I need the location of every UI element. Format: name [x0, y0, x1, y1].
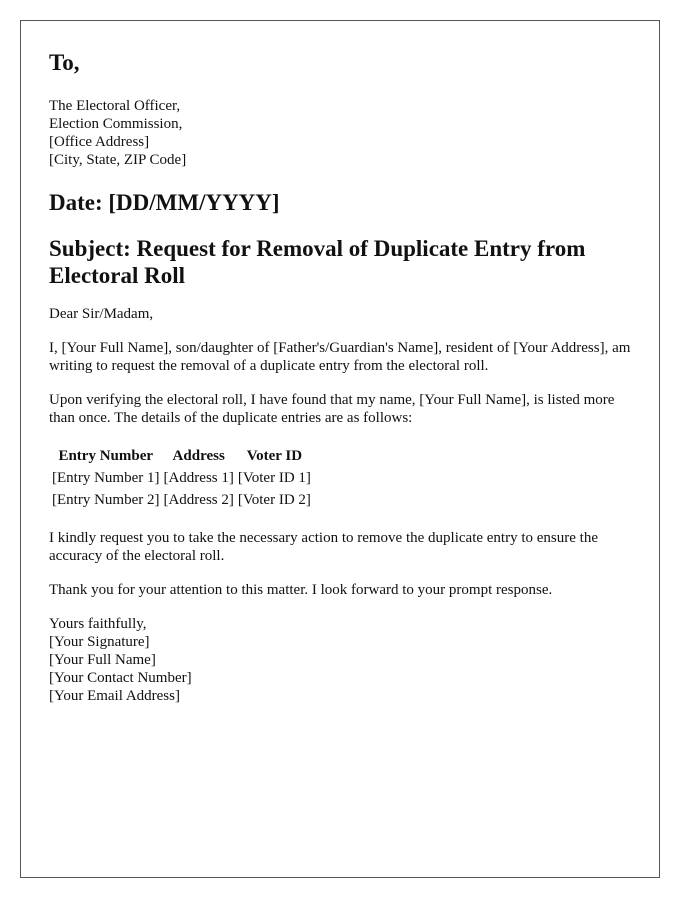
column-header: Voter ID	[246, 448, 303, 464]
date-heading: Date: [DD/MM/YYYY]	[49, 190, 280, 215]
column-header: Address	[172, 448, 225, 464]
recipient-address	[49, 97, 631, 169]
signature-placeholder: [Your Signature]	[49, 634, 150, 650]
table-cell: [Voter ID 2]	[237, 492, 311, 508]
recipient-line: Election Commission,	[49, 116, 183, 132]
table-row	[51, 491, 312, 509]
closing-block	[49, 615, 631, 705]
table-cell: [Address 1]	[163, 470, 234, 486]
table-header-row	[51, 447, 312, 465]
body-paragraph: Thank you for your attention to this matter. I look forward to your prompt response.	[49, 582, 553, 598]
closing-line: [Your Full Name]	[49, 652, 156, 668]
recipient-line: [Office Address]	[49, 134, 150, 150]
body-paragraph: I, [Your Full Name], son/daughter of [Father's/Guardian's Name], resident of [Your Address], am writing to request the removal of a duplicate entry from the electoral roll.	[49, 340, 631, 374]
table-cell: [Voter ID 1]	[237, 470, 311, 486]
closing-line: [Your Email Address]	[49, 688, 180, 704]
duplicate-entries-table	[49, 443, 314, 513]
body-paragraph: I kindly request you to take the necessary action to remove the duplicate entry to ensure the accuracy of the electoral roll.	[49, 530, 598, 564]
closing-line: [Your Contact Number]	[49, 670, 192, 686]
body-paragraph: Upon verifying the electoral roll, I have found that my name, [Your Full Name], is listed more than once. The details of the duplicate entries are as follows:	[49, 392, 615, 426]
table-cell: [Entry Number 1]	[52, 470, 160, 486]
table-cell: [Address 2]	[163, 492, 234, 508]
recipient-line: The Electoral Officer,	[49, 98, 181, 114]
to-heading: To,	[49, 50, 80, 75]
letter-page	[20, 20, 660, 878]
closing-line: Yours faithfully,	[49, 616, 147, 632]
recipient-line: [City, State, ZIP Code]	[49, 152, 187, 168]
table-row	[51, 469, 312, 487]
table-cell: [Entry Number 2]	[52, 492, 160, 508]
column-header: Entry Number	[58, 448, 154, 464]
subject-heading: Subject: Request for Removal of Duplicate Entry from Electoral Roll	[49, 236, 586, 288]
salutation: Dear Sir/Madam,	[49, 306, 154, 322]
